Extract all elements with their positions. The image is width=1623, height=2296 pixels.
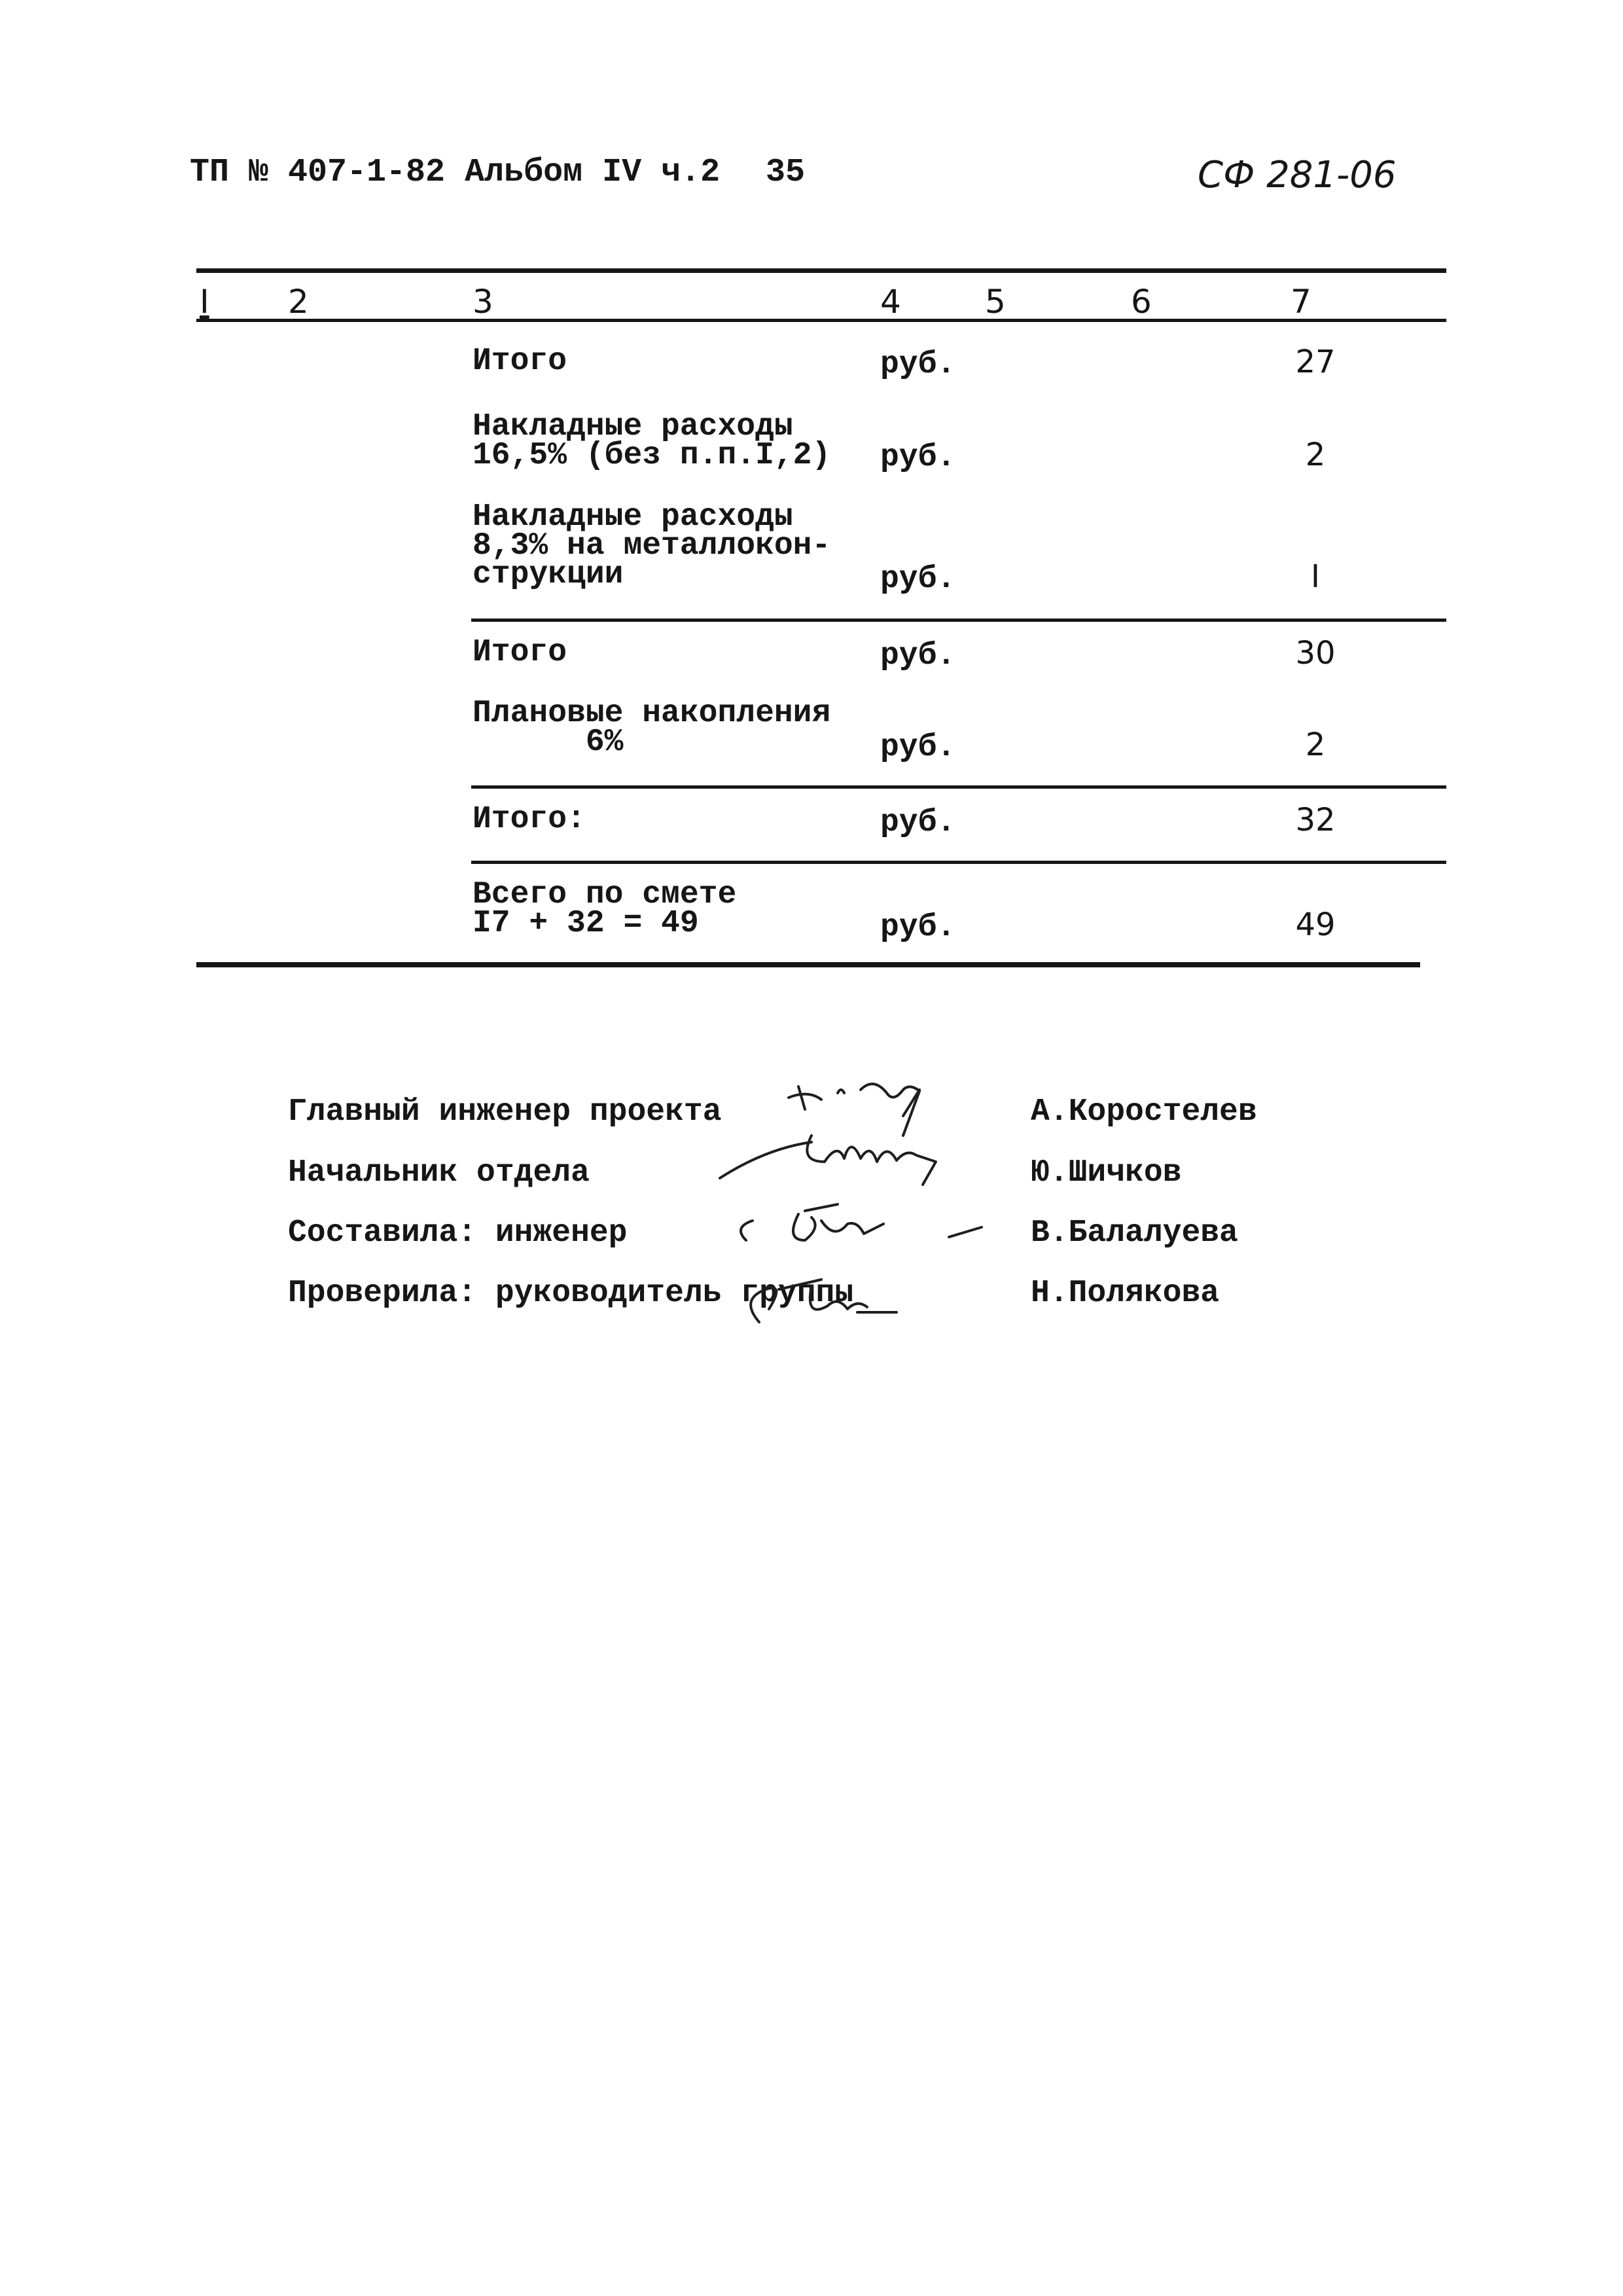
table-row-value: 32 bbox=[1295, 802, 1336, 838]
signatory-name: Ю.Шичков bbox=[1031, 1155, 1182, 1191]
signature-role: Составила: инженер bbox=[288, 1215, 628, 1251]
table-top-rule bbox=[196, 268, 1446, 273]
column-number-5: 5 bbox=[985, 283, 1006, 321]
column-number-7: 7 bbox=[1291, 283, 1311, 321]
page-number: 35 bbox=[766, 154, 806, 191]
header-bottom-rule bbox=[196, 319, 1446, 322]
column-number-4: 4 bbox=[880, 283, 901, 321]
subtotal-rule bbox=[471, 785, 1446, 789]
table-row-value: 2 bbox=[1305, 437, 1326, 473]
table-row-unit: руб. bbox=[880, 347, 956, 382]
signatory-name: Н.Полякова bbox=[1031, 1276, 1220, 1311]
column-number-2: 2 bbox=[288, 283, 309, 321]
signature-role: Главный инженер проекта bbox=[288, 1094, 722, 1130]
signatory-name: В.Балалуева bbox=[1031, 1215, 1238, 1251]
handwritten-signatures bbox=[707, 1064, 1021, 1338]
table-row-item: Всего по смете I7 + 32 = 49 bbox=[473, 877, 737, 941]
table-row-unit: руб. bbox=[880, 440, 956, 475]
table-row-value: 30 bbox=[1295, 635, 1336, 672]
signature-role: Начальник отдела bbox=[288, 1155, 590, 1191]
table-row-item: Итого bbox=[473, 344, 567, 379]
table-row-item: Итого bbox=[473, 635, 567, 670]
table-row-unit: руб. bbox=[880, 910, 956, 945]
table-row-unit: руб. bbox=[880, 730, 956, 765]
document-series: ТП № 407-1-82 Альбом IV ч.2 bbox=[190, 154, 721, 191]
table-row-unit: руб. bbox=[880, 638, 956, 673]
table-row-item: Итого: bbox=[473, 802, 586, 837]
table-row-unit: руб. bbox=[880, 805, 956, 840]
column-number-1: I bbox=[200, 283, 209, 321]
table-row-item: Накладные расходы 8,3% на металлокон- струкции bbox=[473, 499, 831, 592]
table-row-value: 49 bbox=[1295, 906, 1336, 943]
sheet-code: СФ 281-06 bbox=[1198, 154, 1397, 196]
column-number-6: 6 bbox=[1131, 283, 1152, 321]
subtotal-rule bbox=[471, 861, 1446, 864]
signature-role: Проверила: руководитель группы bbox=[288, 1276, 854, 1311]
table-row-value: I bbox=[1310, 558, 1321, 595]
table-bottom-rule bbox=[196, 962, 1420, 967]
table-row-item: Накладные расходы 16,5% (без п.п.I,2) bbox=[473, 409, 831, 473]
table-row-value: 2 bbox=[1305, 726, 1326, 763]
subtotal-rule bbox=[471, 619, 1446, 622]
table-row-value: 27 bbox=[1295, 344, 1336, 380]
signatory-name: А.Коростелев bbox=[1031, 1094, 1257, 1130]
table-row-unit: руб. bbox=[880, 562, 956, 597]
column-number-3: 3 bbox=[473, 283, 493, 321]
table-row-item: Плановые накопления 6% bbox=[473, 696, 831, 760]
